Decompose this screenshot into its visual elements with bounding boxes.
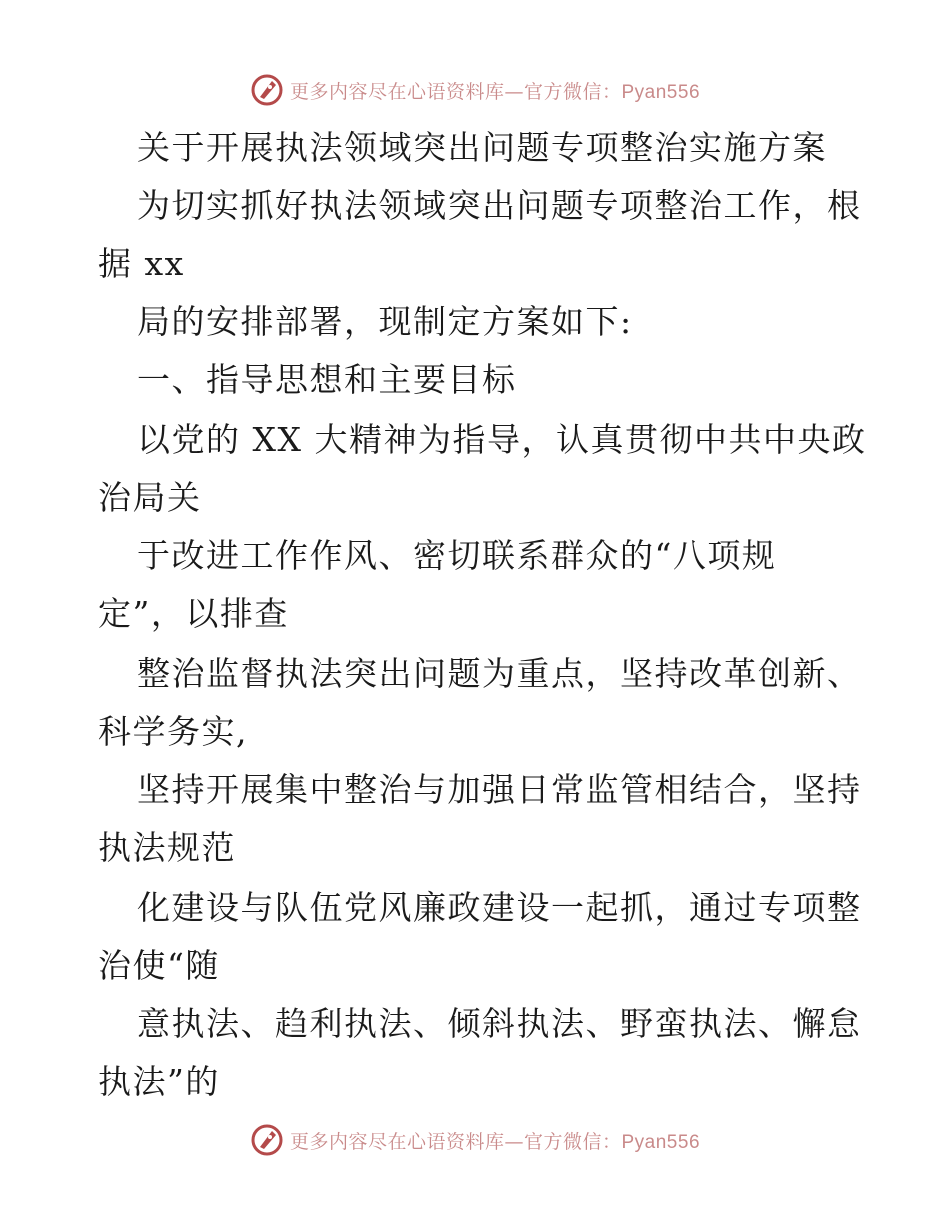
paragraph-line: 定”，以排查: [98, 594, 289, 633]
paragraph-line: 为切实抓好执法领域突出问题专项整治工作，根: [137, 186, 862, 225]
footer-watermark: [0, 1122, 950, 1158]
paragraph-line: 治局关: [98, 478, 202, 517]
watermark-text: 更多内容尽在心语资料库—官方微信：Pyan556: [289, 80, 701, 103]
paragraph-line: 意执法、趋利执法、倾斜执法、野蛮执法、懈怠: [137, 1004, 862, 1043]
paragraph-line: 化建设与队伍党风廉政建设一起抓，通过专项整: [137, 888, 862, 927]
paragraph-line: 整治监督执法突出问题为重点，坚持改革创新、: [137, 654, 862, 693]
paragraph-line: 坚持开展集中整治与加强日常监管相结合，坚持: [137, 770, 862, 809]
pen-nib-logo-icon: [250, 73, 284, 107]
paragraph-line: 执法规范: [98, 828, 236, 867]
paragraph-line: 以党的 XX 大精神为指导，认真贯彻中共中央政: [137, 420, 867, 459]
paragraph-line: 科学务实,: [98, 712, 248, 751]
header-watermark: [0, 72, 950, 108]
paragraph-line: 执法”的: [98, 1062, 220, 1101]
pen-nib-logo-icon: [250, 1123, 284, 1157]
section-heading: 一、指导思想和主要目标: [137, 360, 517, 399]
paragraph-line: 于改进工作作风、密切联系群众的“八项规: [137, 536, 777, 575]
paragraph-line: 局的安排部署，现制定方案如下:: [137, 302, 633, 341]
watermark-text: 更多内容尽在心语资料库—官方微信：Pyan556: [289, 1130, 701, 1153]
document-title: 关于开展执法领域突出问题专项整治实施方案: [137, 128, 827, 167]
paragraph-line: 治使“随: [98, 946, 220, 985]
paragraph-line: 据 xx: [98, 244, 185, 283]
